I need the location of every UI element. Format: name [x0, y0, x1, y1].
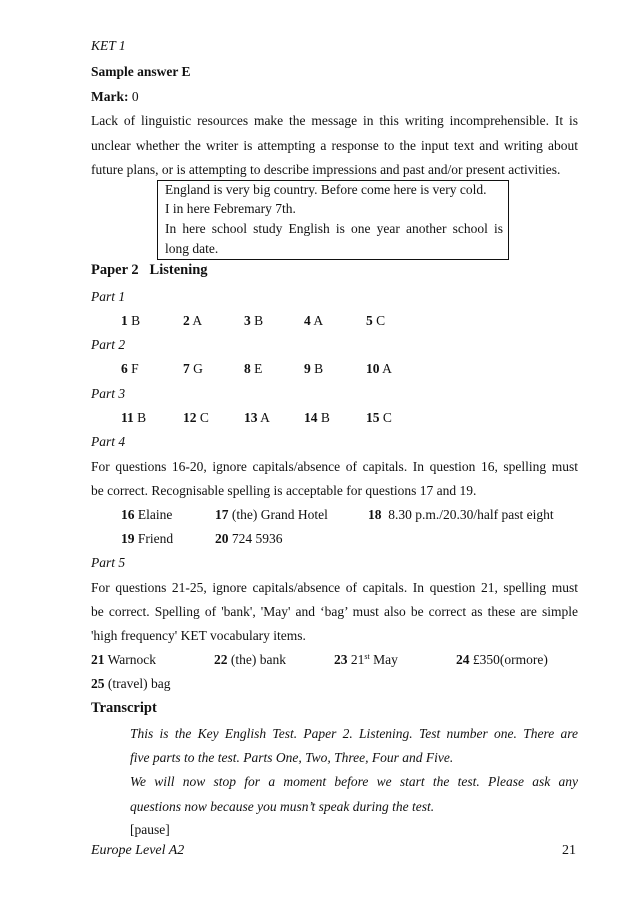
part2-answer-4: 9 B	[304, 361, 324, 376]
footer-page-number: 21	[562, 843, 576, 858]
part3-answer-3: 13 A	[244, 410, 270, 425]
part3-answer-4: 14 B	[304, 410, 330, 425]
comment-line-1: Lack of linguistic resources make the message in this writing incomprehensible. It is	[91, 113, 578, 128]
part4-answer-16: 16 Elaine	[121, 507, 173, 522]
part2-answer-1: 6 F	[121, 361, 139, 376]
transcript-heading: Transcript	[91, 700, 157, 716]
transcript-line-4: questions now because you musn’t speak during the test.	[130, 799, 435, 814]
part5-answer-25: 25 (travel) bag	[91, 676, 171, 691]
footer-level: Europe Level A2	[91, 843, 185, 858]
answer-line-4: long date.	[165, 241, 219, 256]
part1-answer-3: 3 B	[244, 313, 264, 328]
transcript-line-1: This is the Key English Test. Paper 2. Listening. Test number one. There are	[130, 726, 578, 741]
part1-label: Part 1	[91, 289, 126, 304]
part3-label: Part 3	[91, 386, 126, 401]
header-code: KET 1	[91, 38, 126, 53]
comment-line-2: unclear whether the writer is attempting a response to the input text and writing about	[91, 138, 578, 153]
comment-line-3: future plans, or is attempting to describe impressions and past and/or present activities.	[91, 162, 561, 177]
sample-title: Sample answer E	[91, 64, 191, 79]
part2-label: Part 2	[91, 337, 126, 352]
paper2-heading: Paper 2 Listening	[91, 262, 208, 278]
part3-answer-5: 15 C	[366, 410, 392, 425]
part2-answer-2: 7 G	[183, 361, 203, 376]
part3-answer-2: 12 C	[183, 410, 209, 425]
mark-label: Mark:	[91, 89, 129, 104]
answer-line-1: England is very big country. Before come here is very cold.	[165, 182, 487, 197]
transcript-line-2: five parts to the test. Parts One, Two, Three, Four and Five.	[130, 750, 454, 765]
part1-answer-1: 1 B	[121, 313, 141, 328]
part4-answer-18: 18 8.30 p.m./20.30/half past eight	[368, 507, 554, 522]
part4-answer-17: 17 (the) Grand Hotel	[215, 507, 328, 522]
part4-answer-20: 20 724 5936	[215, 531, 283, 546]
part1-answer-5: 5 C	[366, 313, 386, 328]
part5-answer-21: 21 Warnock	[91, 652, 157, 667]
mark-line	[91, 89, 139, 105]
part5-label: Part 5	[91, 555, 126, 570]
part1-answer-4: 4 A	[304, 313, 324, 328]
part5-answer-24: 24 £350(ormore)	[456, 652, 548, 667]
part4-instruction-2: be correct. Recognisable spelling is acceptable for questions 17 and 19.	[91, 483, 477, 498]
part4-answer-19: 19 Friend	[121, 531, 174, 546]
part5-answer-23: 23 21st May	[334, 652, 398, 667]
part2-answer-5: 10 A	[366, 361, 392, 376]
part5-answer-22: 22 (the) bank	[214, 652, 286, 667]
part3-answer-1: 11 B	[121, 410, 147, 425]
part5-instruction-1: For questions 21-25, ignore capitals/absence of capitals. In question 21, spelling must	[91, 580, 578, 595]
part1-answer-2: 2 A	[183, 313, 203, 328]
transcript-pause: [pause]	[130, 822, 170, 837]
sample-answer-box	[157, 180, 509, 260]
mark-value: 0	[131, 89, 139, 104]
answer-line-2: I in here Febremary 7th.	[165, 201, 296, 216]
part4-instruction-1: For questions 16-20, ignore capitals/absence of capitals. In question 16, spelling must	[91, 459, 578, 474]
answer-line-3: In here school study English is one year another school is	[165, 221, 503, 236]
part5-instruction-2: be correct. Spelling of 'bank', 'May' and ‘bag’ must also be correct as these are simple	[91, 604, 578, 619]
part2-answer-3: 8 E	[244, 361, 263, 376]
part4-label: Part 4	[91, 434, 126, 449]
part5-instruction-3: 'high frequency' KET vocabulary items.	[91, 628, 306, 643]
transcript-line-3: We will now stop for a moment before we start the test. Please ask any	[130, 774, 578, 789]
